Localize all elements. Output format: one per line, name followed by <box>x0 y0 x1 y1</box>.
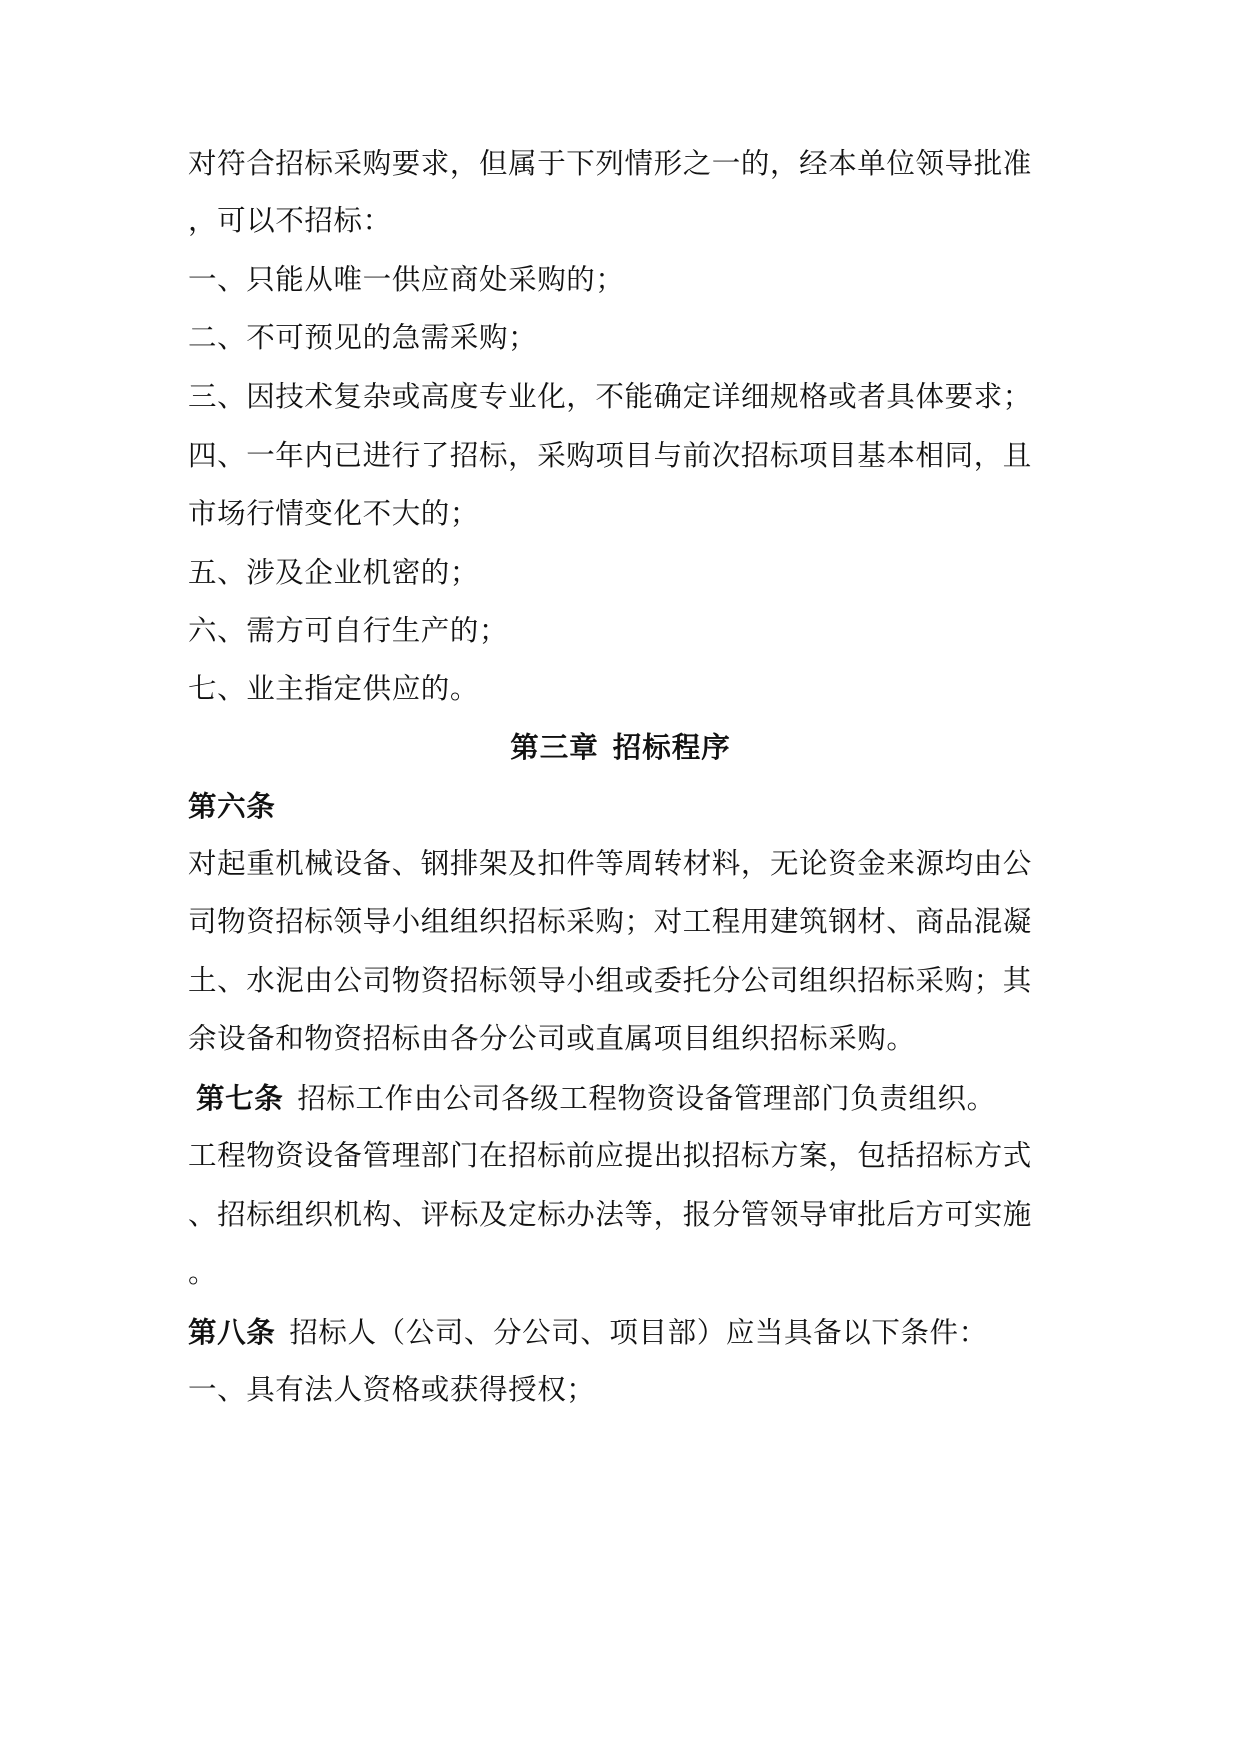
exemption-item-1: 一、只能从唯一供应商处采购的； <box>188 263 625 296</box>
article-7-line-3: 。 <box>188 1256 218 1289</box>
article-8-item-1: 一、具有法人资格或获得授权； <box>188 1373 596 1406</box>
article-8-first-text: 招标人（公司、分公司、项目部）应当具备以下条件： <box>289 1316 988 1349</box>
article-7-label: 第七条 <box>196 1081 284 1115</box>
article-7-first-line <box>196 1080 1056 1116</box>
exemption-item-5: 五、涉及企业机密的； <box>188 556 480 589</box>
exemption-item-7: 七、业主指定供应的。 <box>188 672 480 705</box>
article-6-line-2: 司物资招标领导小组组织招标采购；对工程用建筑钢材、商品混凝 <box>188 905 1032 938</box>
article-7-first-text: 招标工作由公司各级工程物资设备管理部门负责组织。 <box>297 1082 996 1115</box>
chapter-heading <box>0 729 1241 765</box>
article-7-line-2: 、招标组织机构、评标及定标办法等，报分管领导审批后方可实施 <box>188 1198 1032 1231</box>
intro-line-1: 对符合招标采购要求，但属于下列情形之一的，经本单位领导批准 <box>188 147 1032 180</box>
exemption-item-4: 四、一年内已进行了招标，采购项目与前次招标项目基本相同，且 <box>188 439 1032 472</box>
exemption-item-6: 六、需方可自行生产的； <box>188 614 509 647</box>
chapter-number: 第三章 <box>510 730 599 764</box>
article-6-line-1: 对起重机械设备、钢排架及扣件等周转材料，无论资金来源均由公 <box>188 847 1032 880</box>
exemption-item-2: 二、不可预见的急需采购； <box>188 321 538 354</box>
article-6-line-3: 土、水泥由公司物资招标领导小组或委托分公司组织招标采购；其 <box>188 964 1032 997</box>
article-6-label: 第六条 <box>188 789 276 823</box>
article-8-first-line <box>188 1314 1048 1350</box>
exemption-item-3: 三、因技术复杂或高度专业化，不能确定详细规格或者具体要求； <box>188 380 1032 413</box>
chapter-title: 招标程序 <box>612 730 731 764</box>
article-6-line-4: 余设备和物资招标由各分公司或直属项目组织招标采购。 <box>188 1022 916 1055</box>
intro-line-2: ，可以不招标： <box>188 204 392 237</box>
article-7-line-1: 工程物资设备管理部门在招标前应提出拟招标方案，包括招标方式 <box>188 1139 1032 1172</box>
article-8-label: 第八条 <box>188 1315 276 1349</box>
exemption-item-4-cont: 市场行情变化不大的； <box>188 497 480 530</box>
